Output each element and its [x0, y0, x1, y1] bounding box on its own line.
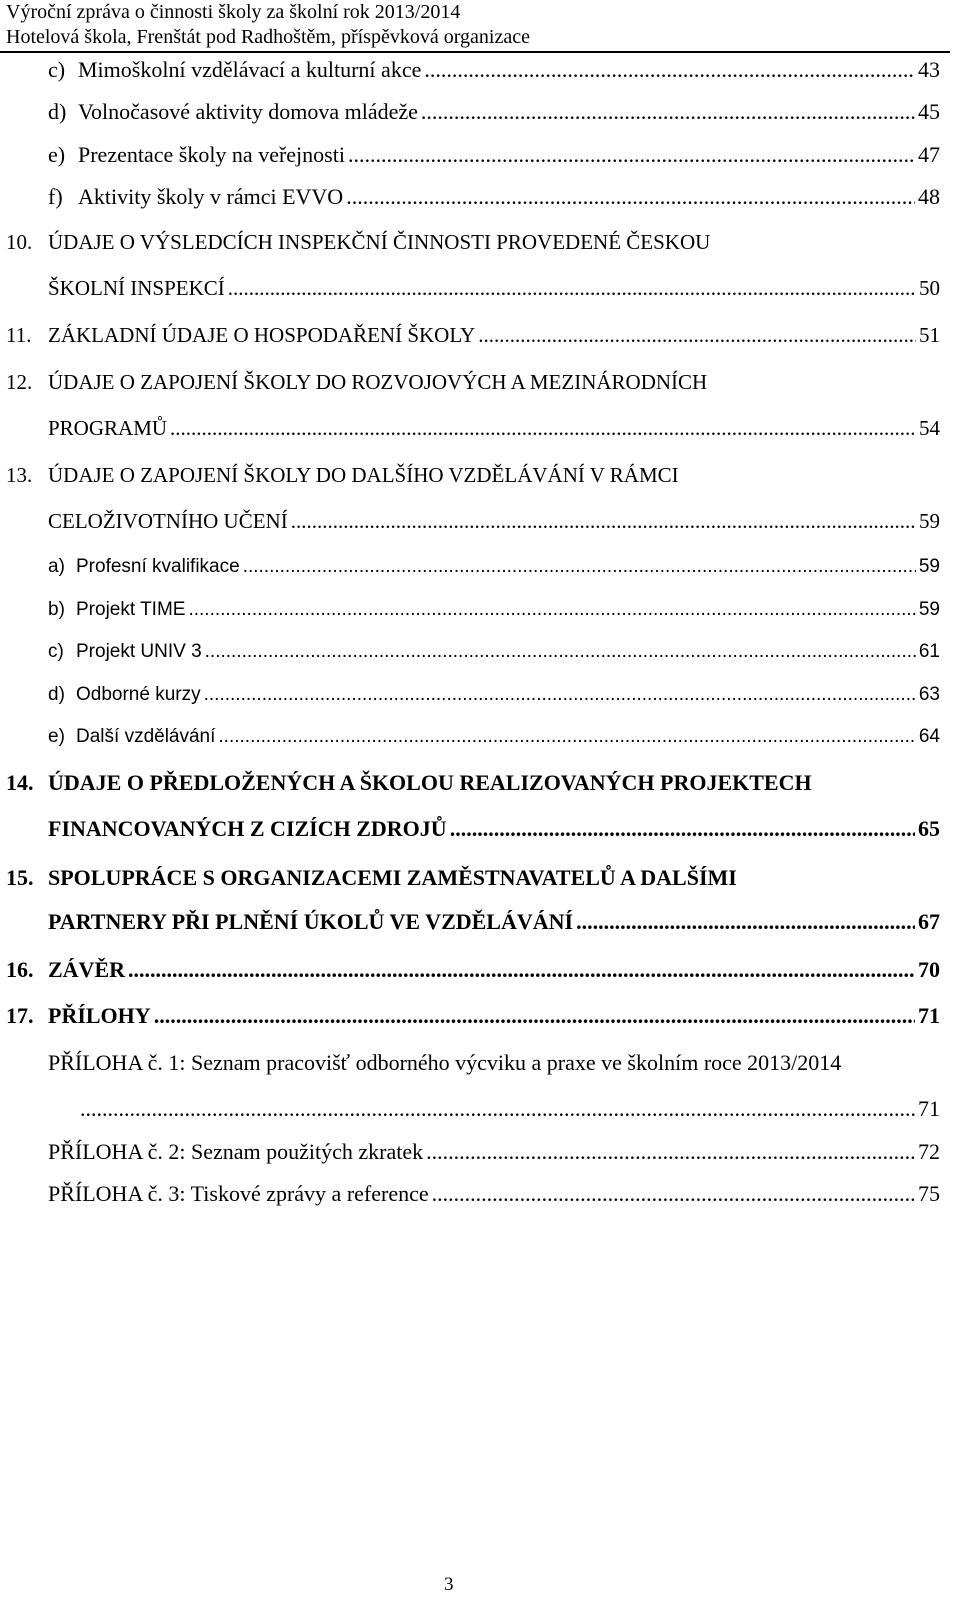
- toc-label: 10.: [6, 230, 33, 254]
- toc-title: PŘÍLOHY: [48, 1003, 151, 1028]
- toc-label: 16.: [6, 957, 34, 982]
- toc-label: d): [48, 684, 65, 705]
- toc-leader: [228, 272, 916, 304]
- toc-leader: [426, 1136, 915, 1168]
- toc-title: Profesní kvalifikace: [76, 556, 240, 577]
- toc-entry[interactable]: [0, 181, 960, 213]
- toc-entry[interactable]: [0, 139, 960, 171]
- toc-leader: [348, 139, 915, 171]
- toc-entry[interactable]: [0, 1000, 960, 1032]
- toc-entry[interactable]: [0, 767, 960, 799]
- header-title: Výroční zpráva o činnosti školy za školní rok 2013/2014: [6, 1, 461, 23]
- toc-leader: [218, 721, 915, 753]
- toc-entry[interactable]: [0, 1178, 960, 1210]
- toc-entry[interactable]: [0, 226, 960, 258]
- toc-entry[interactable]: [0, 721, 960, 753]
- toc-label: a): [48, 556, 65, 577]
- toc-label: e): [48, 726, 65, 747]
- toc-title: CELOŽIVOTNÍHO UČENÍ: [48, 509, 288, 533]
- toc-page: 71: [918, 1096, 940, 1121]
- toc-label: 14.: [6, 770, 34, 795]
- toc-leader: [421, 96, 915, 128]
- toc-label: e): [48, 142, 66, 167]
- toc-entry[interactable]: [0, 954, 960, 986]
- toc-entry[interactable]: [0, 636, 960, 668]
- toc-leader: [154, 1000, 915, 1032]
- toc-title: ŠKOLNÍ INSPEKCÍ: [48, 276, 225, 300]
- toc-page: 70: [918, 957, 940, 982]
- toc-entry[interactable]: [0, 594, 960, 626]
- toc-page: 65: [918, 816, 940, 841]
- toc-page: 48: [918, 184, 940, 209]
- toc-label: 13.: [6, 463, 33, 487]
- page-number: 3: [444, 1574, 454, 1595]
- toc-title: PŘÍLOHA č. 2: Seznam použitých zkratek: [48, 1139, 424, 1164]
- header-rule: [0, 51, 950, 53]
- toc-page: 59: [918, 556, 940, 577]
- toc-page: 72: [918, 1139, 940, 1164]
- toc-page: 75: [918, 1181, 940, 1206]
- toc-page: 64: [918, 726, 940, 747]
- toc-title: SPOLUPRÁCE S ORGANIZACEMI ZAMĚSTNAVATELŮ A DALŠÍMI: [48, 865, 737, 890]
- toc-title: PŘÍLOHA č. 3: Tiskové zprávy a reference: [48, 1181, 429, 1206]
- toc-entry[interactable]: [0, 679, 960, 711]
- toc-title: ÚDAJE O ZAPOJENÍ ŠKOLY DO ROZVOJOVÝCH A MEZINÁRODNÍCH: [48, 370, 708, 394]
- toc-page: 45: [918, 99, 940, 124]
- toc-page: 50: [919, 276, 940, 300]
- toc-entry[interactable]: [0, 551, 960, 583]
- toc-title: PROGRAMŮ: [48, 416, 168, 440]
- toc-leader: [243, 551, 916, 583]
- toc-title: Volnočasové aktivity domova mládeže: [78, 99, 418, 124]
- toc-label: d): [48, 99, 67, 124]
- toc-title: PARTNERY PŘI PLNĚNÍ ÚKOLŮ VE VZDĚLÁVÁNÍ: [48, 909, 574, 934]
- toc-page: 61: [918, 641, 940, 662]
- toc-leader: [450, 813, 915, 845]
- toc-page: 59: [918, 599, 940, 620]
- toc-entry-continuation[interactable]: [0, 813, 960, 845]
- header-subtitle: Hotelová škola, Frenštát pod Radhoštěm, příspěvková organizace: [6, 26, 530, 48]
- toc-page: 63: [918, 684, 940, 705]
- toc-title: FINANCOVANÝCH Z CIZÍCH ZDROJŮ: [48, 816, 447, 841]
- toc-label: b): [48, 599, 65, 620]
- toc-entry-continuation[interactable]: [0, 906, 960, 938]
- toc-page: 59: [919, 509, 940, 533]
- toc-leader: [478, 319, 916, 351]
- toc-leader: [128, 954, 915, 986]
- toc-leader: [291, 505, 916, 537]
- toc-leader: [424, 54, 915, 86]
- toc-title: ZÁKLADNÍ ÚDAJE O HOSPODAŘENÍ ŠKOLY: [48, 323, 476, 347]
- toc-title: Další vzdělávání: [76, 726, 216, 747]
- toc-title: Projekt UNIV 3: [76, 641, 202, 662]
- toc-label: 17.: [6, 1003, 34, 1028]
- toc-entry[interactable]: [0, 862, 960, 894]
- toc-entry[interactable]: [0, 366, 960, 398]
- toc-title: Projekt TIME: [76, 599, 186, 620]
- toc-page: 51: [919, 323, 940, 347]
- toc-title: ÚDAJE O ZAPOJENÍ ŠKOLY DO DALŠÍHO VZDĚLÁVÁNÍ V RÁMCI: [48, 463, 679, 487]
- toc-title: ÚDAJE O PŘEDLOŽENÝCH A ŠKOLOU REALIZOVANÝCH PROJEKTECH: [48, 770, 812, 795]
- toc-page: 71: [918, 1003, 940, 1028]
- toc-leader: [204, 679, 916, 711]
- toc-label: f): [48, 184, 63, 209]
- toc-label: 11.: [6, 323, 32, 347]
- toc-label: c): [48, 57, 66, 82]
- toc-title: Prezentace školy na veřejnosti: [78, 142, 345, 167]
- toc-entry-continuation[interactable]: [0, 412, 960, 444]
- toc-label: c): [48, 641, 64, 662]
- toc-entry[interactable]: [0, 1047, 960, 1079]
- toc-title: ÚDAJE O VÝSLEDCÍCH INSPEKČNÍ ČINNOSTI PROVEDENÉ ČESKOU: [48, 230, 711, 254]
- toc-entry[interactable]: [0, 54, 960, 86]
- toc-title: Odborné kurzy: [76, 684, 201, 705]
- toc-page: 54: [919, 416, 940, 440]
- toc-entry-continuation[interactable]: [0, 272, 960, 304]
- toc-label: 15.: [6, 865, 34, 890]
- toc-label: 12.: [6, 370, 33, 394]
- document-header: [6, 0, 956, 50]
- toc-leader: [346, 181, 915, 213]
- toc-entry[interactable]: [0, 96, 960, 128]
- toc-page: 43: [918, 57, 940, 82]
- toc-entry[interactable]: [0, 319, 960, 351]
- toc-leader: [170, 412, 916, 444]
- toc-title: PŘÍLOHA č. 1: Seznam pracovišť odborného výcviku a praxe ve školním roce 2013/2014: [48, 1050, 842, 1075]
- toc-title: Mimoškolní vzdělávací a kulturní akce: [78, 57, 422, 82]
- toc-entry[interactable]: [0, 459, 960, 491]
- toc-entry-continuation[interactable]: [0, 505, 960, 537]
- toc-title: Aktivity školy v rámci EVVO: [78, 184, 344, 209]
- toc-title: ZÁVĚR: [48, 957, 126, 982]
- toc-leader: [80, 1093, 915, 1125]
- toc-leader: [205, 636, 916, 668]
- toc-entry-continuation[interactable]: [0, 1093, 960, 1125]
- toc-page: 47: [918, 142, 940, 167]
- toc-leader: [576, 906, 915, 938]
- toc-entry[interactable]: [0, 1136, 960, 1168]
- toc-page: 67: [918, 909, 940, 934]
- toc-leader: [188, 594, 915, 626]
- toc-leader: [432, 1178, 915, 1210]
